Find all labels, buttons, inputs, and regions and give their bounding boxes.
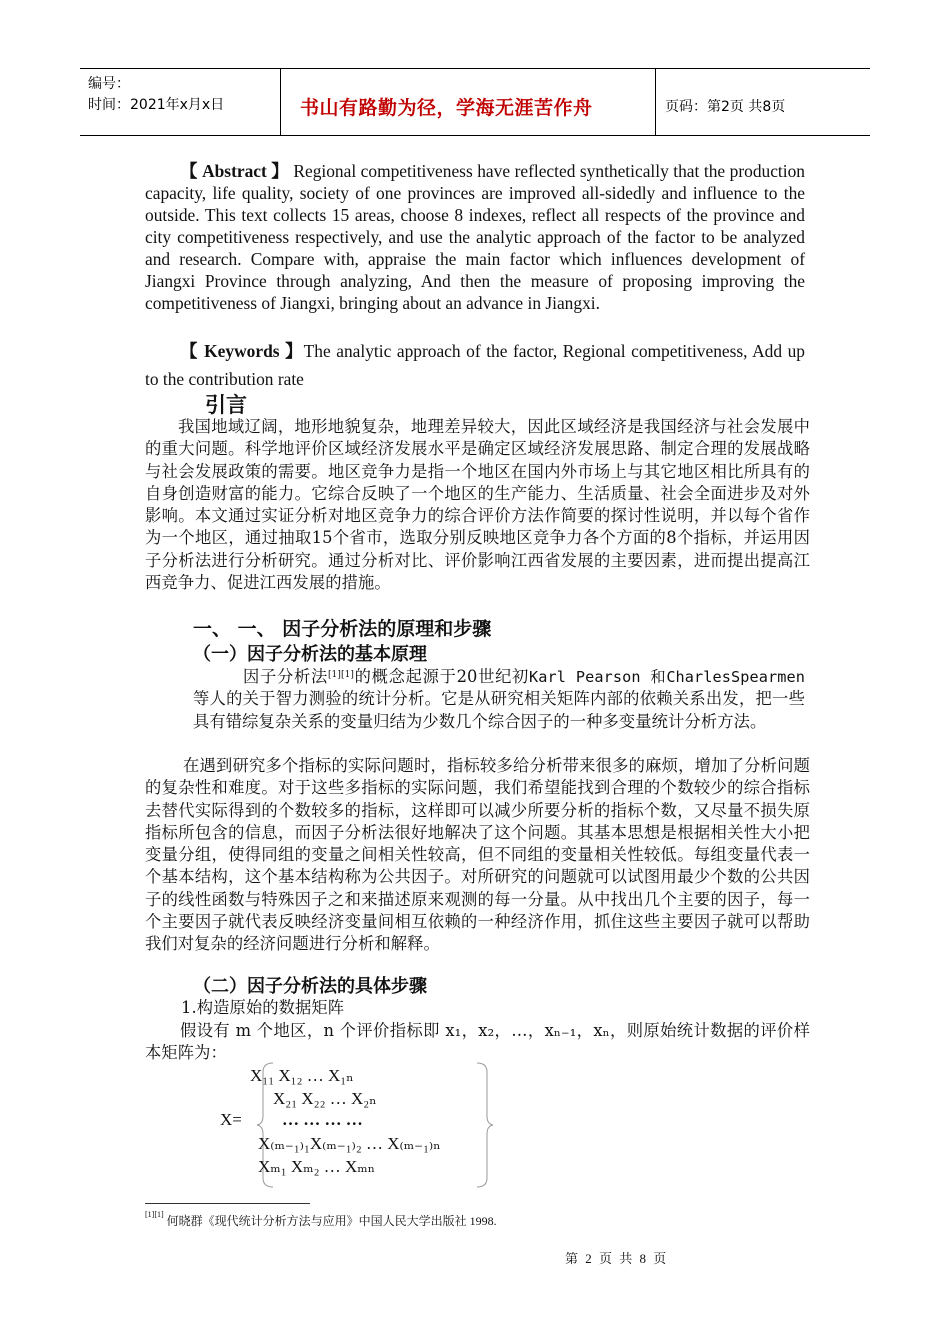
intro-paragraph: 我国地域辽阔，地形地貌复杂，地理差异较大，因此区域经济是我国经济与社会发展中的重大问题。科学地评价区域经济发展水平是确定区域经济发展思路、制定合理的发展战略与社会发展政策的需要。地区竞争力是指一个地区在国内外市场上与其它地区相比所具有的自身创造财富的能力。它综合反映了一个地区的生产能力、生活质量、社会全面进步及对外影响。本文通过实证分析对地区竞争力的综合评价方法作简要的探讨性说明，并以每个省作为一个地区，通过抽取15个省市，选取分别反映地区竞争力各个方面的8个指标，并运用因子分析法进行分析研究。通过分析对比、评价影响江西省发展的主要因素，进而提出提高江西竞争力、促进江西发展的措施。 [145,417,810,593]
keywords-label: 【 Keywords 】 [180,341,304,361]
matrix-row-4: X₍ₘ₋₁₎₁X₍ₘ₋₁₎₂ … X₍ₘ₋₁₎ₙ [258,1134,441,1153]
footnote-mark: [1][1] [145,1210,164,1219]
matrix-row-1: X₁₁ X₁₂ … X₁ₙ [250,1066,354,1085]
header-bottom-rule [80,135,870,136]
section1-paragraph2: 在遇到研究多个指标的实际问题时，指标较多给分析带来很多的麻烦，增加了分析问题的复杂性和难度。对于这些多指标的实际问题，我们希望能找到合理的个数较少的综合指标去替代实际得到的个数较多的指标，这样即可以减少所要分析的指标个数，又尽量不损失原指标所包含的信息，而因子分析法很好地解决了这个问题。其基本思想是根据相关性大小把变量分组，使得同组的变量之间相关性较高，但不同组的变量相关性较低。每组变量代表一个基本结构，这个基本结构称为公共因子。对所研究的问题就可以试图用最少个数的公共因子的线性函数与特殊因子之和来描述原来观测的每一分量。从中找出几个主要的因子，每一个主要因子就代表反映经济变量间相互依赖的一种经济作用，抓住这些主要因子就可以帮助我们对复杂的经济问题进行分析和解释。 [145,756,810,954]
header-top-rule [80,68,870,69]
keywords-paragraph [145,337,805,393]
abstract-paragraph [145,160,805,314]
matrix-row-2: X₂₁ X₂₂ … X₂ₙ [273,1089,377,1108]
header-number-label: 编号： [88,76,130,92]
header-divider-left [280,68,281,136]
step1-heading: 1.构造原始的数据矩阵 [181,998,345,1017]
intro-title: 引言 [205,393,247,417]
section1-title: 一、 一、 因子分析法的原理和步骤 [193,618,492,640]
header-page-code: 页码：第2页 共8页 [665,99,786,115]
page-number-footer: 第 2 页 共 8 页 [565,1251,669,1266]
footnote-separator [145,1203,310,1204]
matrix-row-5: Xₘ₁ Xₘ₂ … Xₘₙ [258,1157,376,1176]
section1-paragraph3: 假设有 m 个地区，n 个评价指标即 x₁，x₂，…，xₙ₋₁，xₙ，则原始统计数据的评价样本矩阵为： [145,1021,810,1063]
section1-sub2-title: （二）因子分析法的具体步骤 [193,976,427,997]
footnote-ref: [1][1] [327,670,355,680]
footnote [145,1212,497,1229]
section1-paragraph1: 因子分析法[1][1]的概念起源于20世纪初Karl Pearson 和CharlesSpearmen等人的关于智力测验的统计分析。它是从研究相关矩阵内部的依赖关系出发，把一些具有错综复杂关系的变量归结为少数几个综合因子的一种多变量统计分析方法。 [193,667,805,731]
abstract-label: 【 Abstract 】 [180,161,289,181]
matrix-row-3: … … … … [282,1110,363,1129]
abstract-text: Regional competitiveness have reflected synthetically that the production capacity, life quality, society of one provinces are improved all-sidedly and influence to the outside. This text collects 15 areas, choose 8 indexes, reflect all respects of the province and city competitiveness respectively, and use the analytic approach of the factor to be analyzed and research. Compare with, appraise the main factor which influences development of Jiangxi Province through analyzing, And then the measure of proposing improving the competitiveness of Jiangxi, bringing about an advance in Jiangxi. [145,161,805,313]
header-date-label: 时间：2021年x月x日 [88,97,225,113]
keywords-text: The analytic approach of the factor, Regional competitiveness, Add up to the contribution rate [145,341,805,389]
header-divider-right [655,68,656,136]
matrix-lhs: X= [220,1110,242,1129]
section1-sub1-title: （一）因子分析法的基本原理 [193,644,427,665]
footnote-text: 何晓群《现代统计分析方法与应用》中国人民大学出版社 1998. [163,1214,497,1228]
header-motto: 书山有路勤为径，学海无涯苦作舟 [300,97,593,119]
